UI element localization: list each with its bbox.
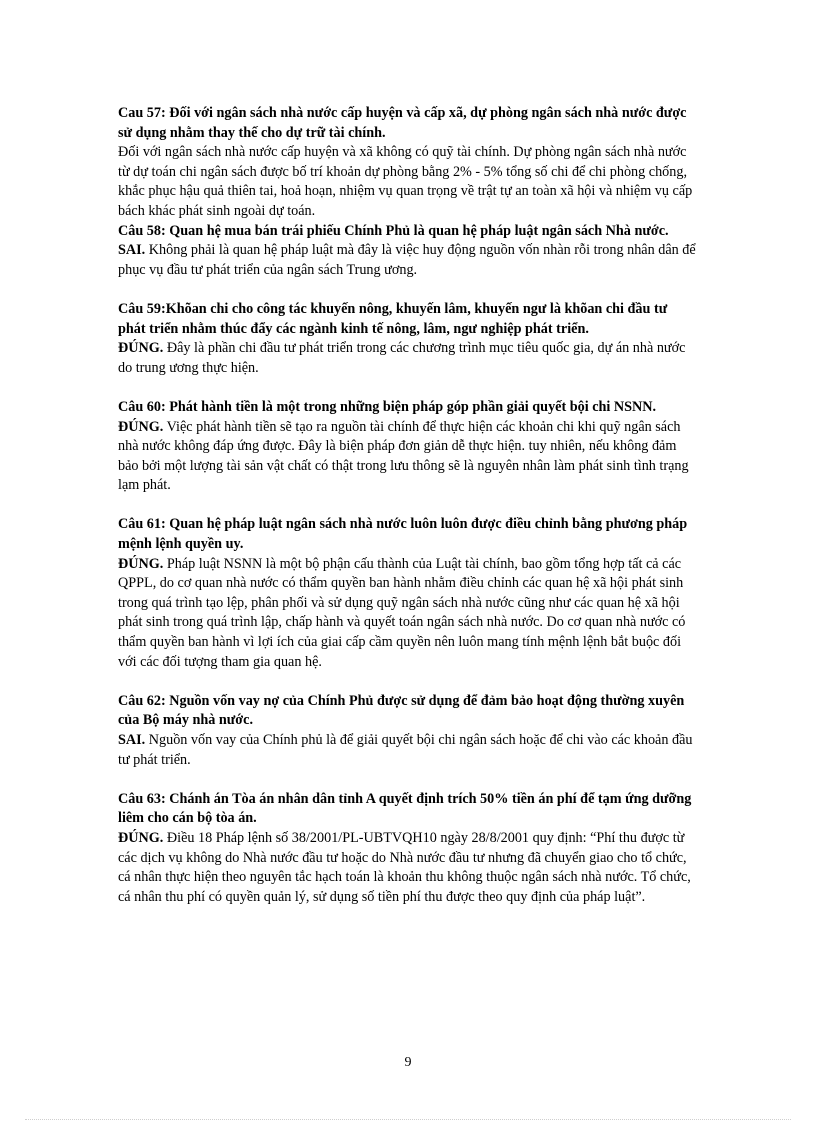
answer-58 [118, 241, 698, 280]
question-block-61 [118, 515, 698, 672]
question-block-63 [118, 790, 698, 908]
answer-61 [118, 555, 698, 673]
answer-text-62: Nguồn vốn vay của Chính phủ là để giải quyết bội chi ngân sách hoặc để chi vào các khoản đầu tư phát triển. [118, 732, 693, 768]
question-60: Câu 60: Phát hành tiền là một trong những biện pháp góp phần giải quyết bội chi NSNN. [118, 398, 657, 415]
page-bottom-rule [25, 1119, 791, 1120]
question-block-60 [118, 398, 698, 496]
answer-text-60: Việc phát hành tiền sẽ tạo ra nguồn tài chính để thực hiện các khoản chi khi quỹ ngân sách nhà nước không đáp ứng được. Đây là biện pháp đơn giản dễ thực hiện. tuy nhiên, nếu không đảm bảo bởi một lượng tài sản vật chất có thật trong lưu thông sẽ là nguyên nhân làm phát sinh tình trạng lạm phát. [118, 418, 689, 494]
verdict-60: ĐÚNG. [118, 418, 164, 435]
verdict-63: ĐÚNG. [118, 829, 164, 846]
verdict-59: ĐÚNG. [118, 340, 164, 357]
document-page [118, 104, 698, 927]
question-62: Câu 62: Nguồn vốn vay nợ của Chính Phủ được sử dụng để đảm bảo hoạt động thường xuyên của Bộ máy nhà nước. [118, 692, 685, 729]
answer-60 [118, 418, 698, 496]
page-number: 9 [404, 1055, 412, 1070]
answer-63 [118, 829, 698, 907]
question-block-58 [118, 222, 698, 281]
answer-59 [118, 339, 698, 378]
verdict-62: SAI. [118, 732, 146, 748]
question-58: Câu 58: Quan hệ mua bán trái phiếu Chính Phủ là quan hệ pháp luật ngân sách Nhà nước. [118, 222, 669, 239]
question-block-62 [118, 692, 698, 770]
answer-text-58: Không phải là quan hệ pháp luật mà đây là việc huy động nguồn vốn nhàn rỗi trong nhân dân để phục vụ đầu tư phát triển của ngân sách Trung ương. [118, 242, 696, 278]
question-63: Câu 63: Chánh án Tòa án nhân dân tỉnh A quyết định trích 50% tiền án phí để tạm ứng dưỡng liêm cho cán bộ tòa án. [118, 790, 692, 827]
answer-57 [118, 143, 698, 221]
verdict-58: SAI. [118, 242, 146, 259]
answer-62 [118, 731, 698, 770]
question-57: Cau 57: Đối với ngân sách nhà nước cấp huyện và cấp xã, dự phòng ngân sách nhà nước được sử dụng nhằm thay thế cho dự trữ tài chính. [118, 105, 687, 141]
answer-text-59: Đây là phần chi đầu tư phát triển trong các chương trình mục tiêu quốc gia, dự án nhà nước do trung ương thực hiện. [118, 340, 686, 376]
answer-text-63: Điều 18 Pháp lệnh số 38/2001/PL-UBTVQH10 ngày 28/8/2001 quy định: “Phí thu được từ các dịch vụ không do Nhà nước đầu tư hoặc do Nhà nước đầu tư nhưng đã chuyển giao cho tổ chức, cá nhân thực hiện theo nguyên tắc hạch toán là khoản thu không thuộc ngân sách nhà nước. Tổ chức, cá nhân thu phí có quyền quản lý, sử dụng số tiền phí thu được theo quy định của pháp luật”. [118, 829, 691, 905]
question-61: Câu 61: Quan hệ pháp luật ngân sách nhà nước luôn luôn được điều chỉnh bằng phương pháp mệnh lệnh quyền uy. [118, 516, 688, 553]
question-block-57 [118, 104, 698, 222]
question-59: Câu 59:Khõan chi cho công tác khuyến nông, khuyến lâm, khuyến ngư là khõan chi đầu tư phát triển nhằm thúc đẩy các ngành kinh tế nông, lâm, ngư nghiệp phát triển. [118, 300, 668, 337]
answer-text-57: Đối với ngân sách nhà nước cấp huyện và xã không có quỹ tài chính. Dự phòng ngân sách nhà nước từ dự toán chi ngân sách được bố trí khoản dự phòng bằng 2% - 5% tổng số chi để chi phòng chống, khắc phục hậu quả thiên tai, hoả hoạn, nhiệm vụ quan trọng về trật tự an toàn xã hội và nhiệm vụ cấp bách khác phát sinh ngoài dự toán. [118, 144, 693, 219]
verdict-61: ĐÚNG. [118, 555, 164, 572]
question-block-59 [118, 300, 698, 378]
answer-text-61: Pháp luật NSNN là một bộ phận cấu thành của Luật tài chính, bao gồm tổng hợp tất cả các QPPL, do cơ quan nhà nước có thẩm quyền ban hành nhằm điều chỉnh các quan hệ xã hội phát sinh trong quá trình tạo lệp, phân phối và sử dụng quỹ ngân sách nhà nước cũng như các quan hệ xã hội phát sinh trong quá trình lập, chấp hành và quyết toán ngân sách nhà nước. Do cơ quan nhà nước có thẩm quyền ban hành vì lợi ích của giai cấp cầm quyền nên luôn mang tính mệnh lệnh bắt buộc đối với các đối tượng tham gia quan hệ. [118, 555, 686, 670]
